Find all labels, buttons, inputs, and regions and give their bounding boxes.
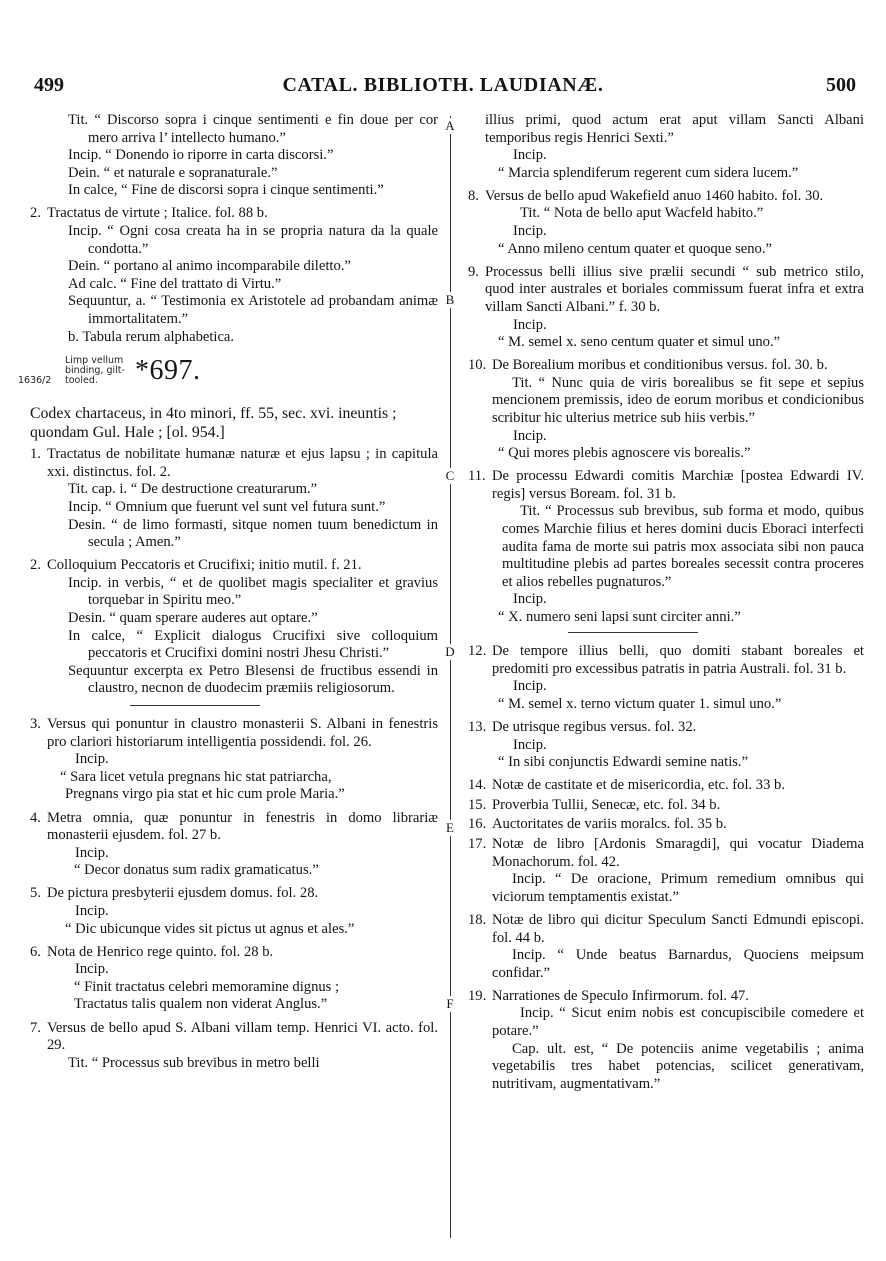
entry-line: Desin. “ quam sperare auderes aut optare.” [68,610,318,627]
entry-number: 16. [468,816,487,833]
codex-item-18 [468,912,864,982]
entry-line: Incip. “ Donendo io riporre in carta discorsi.” [68,147,334,164]
entry-line: Incip. “ Omnium que fuerunt vel sunt vel futura sunt.” [68,499,386,515]
incipit-label: Incip. [513,427,547,444]
codex-item-10 [468,357,864,463]
codex-item-17 [468,836,864,906]
right-column [468,112,864,1099]
entry-title: Tractatus de virtute ; Italice. fol. 88 b. [47,205,268,222]
entry-line: Tit. “ Discorso sopra i cinque sentimenti e fin doue per cor mero arriva l’ intellecto humano.” [68,112,438,146]
entry-title: De processu Edwardi comitis Marchiæ [postea Edwardi IV. regis] versus Boream. fol. 31 b. [492,468,864,502]
entry-line: Dein. “ et naturale e sopranaturale.” [68,164,278,181]
codex-item-9 [468,264,864,352]
entry-line: Tit. “ Nota de bello aput Wacfeld habito.” [520,205,764,222]
entry-title: Versus de bello apud Wakefield anuo 1460 habito. fol. 30. [485,187,824,204]
entry-title: Notæ de libro qui dicitur Speculum Sancti Edmundi episcopi. fol. 44 b. [492,911,864,946]
entry-line: Dein. “ portano al animo incomparabile diletto.” [68,258,351,275]
entry-continued [30,112,438,200]
entry-head [468,719,864,737]
codex-description [30,404,438,442]
verse-line: “ X. numero seni lapsi sunt circiter anni.” [498,609,741,626]
entry-head [468,643,864,678]
entry-number: 7. [30,1019,41,1036]
codex-item-4 [30,810,438,880]
margin-letter-e: E [440,820,460,836]
incipit-label: Incip. [513,591,547,608]
codex-number: *697. [135,355,201,387]
codex-item-13 [468,719,864,772]
entry-head [30,944,438,962]
entry-head [30,885,438,903]
column-divider [450,116,451,1238]
entry-number: 6. [30,943,41,960]
entry-line: Incip. “ Sicut enim nobis est concupiscibile comedere et potare.” [492,1005,864,1039]
entry-title: Versus qui ponuntur in claustro monasterii S. Albani in fenestris pro clariori historiarum intelligentia possidendi. fol. 26. [47,716,438,750]
codex-item-19 [468,988,864,1094]
codex-item-15 [468,797,864,815]
entry-number: 18. [468,911,487,928]
entry-title: Auctoritates de variis moralcs. fol. 35 b. [492,816,727,833]
entry-line: Incip. “ Ogni cosa creata ha in se propria natura da la quale condotta.” [68,223,438,257]
codex-item-3 [30,716,438,804]
entry-number: 1. [30,446,41,463]
entry-head [468,797,864,815]
entry-number: 4. [30,809,41,826]
entry-number: 12. [468,643,487,660]
codex-item-5 [30,885,438,938]
entry-head [468,468,864,503]
incipit-label: Incip. [513,678,547,695]
margin-letter-f: F [440,996,460,1012]
incipit-label: Incip. [513,223,547,240]
entry-title: De pictura presbyterii ejusdem domus. fol. 28. [47,885,319,902]
entry-head [468,912,864,947]
entry-line: In calce, “ Fine de discorsi sopra i cinque sentimenti.” [68,182,384,199]
entry-line: Incip. “ De oracione, Primum remedium omnibus qui viciorum temptamentis existat.” [492,871,864,905]
section-rule [130,705,260,706]
entry-2 [30,205,438,346]
entry-head [468,357,864,375]
entry-title: Proverbia Tullii, Senecæ, etc. fol. 34 b. [492,796,721,813]
entry-continued-right [468,112,864,182]
entry-number: 9. [468,263,479,280]
margin-letter-a: A [440,118,460,134]
entry-title: Processus belli illius sive prælii secundi “ sub metrico stilo, quod inter australes et boriales commissum fuerat infra et extra villam Sancti Albani.” f. 30 b. [485,263,864,315]
entry-line: Tit. “ Processus sub brevibus, sub forma et modo, quibus comes Marchie filius et heres domini ducis Eboraci interfecti audita fama de morte sui patris mox associata sibi non pauca multitudine plebis ad partes boreales secessit contra proceres et alios rebelles pugnaturos.” [502,503,864,590]
entry-number: 14. [468,777,487,794]
entry-title: Notæ de castitate et de misericordia, etc. fol. 33 b. [492,777,785,794]
incipit-label: Incip. [75,961,109,978]
entry-line: illius primi, quod actum erat aput villam Sancti Albani temporibus regis Henrici Sexti.” [485,112,864,146]
entry-head [468,836,864,871]
entry-number: 13. [468,719,487,735]
entry-number: 5. [30,885,41,902]
verse-line: “ In sibi conjunctis Edwardi semine natis.” [498,754,749,771]
incipit-label: Incip. [513,316,547,333]
entry-title: Notæ de libro [Ardonis Smaragdi], qui vocatur Diadema Monachorum. fol. 42. [492,836,864,870]
entry-number: 2. [30,557,41,574]
verse-line: “ Finit tractatus celebri memoramine dignus ; [74,978,340,995]
entry-number: 10. [468,357,487,374]
entry-head [30,810,438,845]
codex-desc-text: Codex chartaceus, in 4to minori, ff. 55, sec. xvi. ineuntis ; quondam Gul. Hale ; [ol. 954.] [30,405,397,442]
entry-title: De tempore illius belli, quo domiti stabant boreales et predomiti pro excessibus patratis in patria Australi. fol. 31 b. [492,643,864,677]
entry-title: Colloquium Peccatoris et Crucifixi; initio mutil. f. 21. [47,557,362,574]
codex-item-6 [30,944,438,1014]
codex-item-11 [468,468,864,626]
entry-head [468,188,864,206]
entry-number: 2. [30,205,41,222]
entry-line: Sequuntur excerpta ex Petro Blesensi de fructibus essendi in claustro, necnon de duodecim præmiis religiosorum. [68,662,438,697]
codex-item-7 [30,1020,438,1073]
codex-item-8 [468,188,864,258]
incipit-label: Incip. [75,844,109,861]
entry-title: Versus de bello apud S. Albani villam temp. Henrici VI. acto. fol. 29. [47,1019,438,1054]
codex-item-12 [468,643,864,713]
verse-line: “ Qui mores plebis agnoscere vis borealis.” [498,445,751,462]
entry-number: 11. [468,468,486,485]
verse-line: “ M. semel x. terno victum quater 1. simul uno.” [498,695,782,712]
codex-item-16 [468,816,864,834]
entry-head [30,446,438,481]
entry-line: Tit. “ Processus sub brevibus in metro belli [68,1054,320,1071]
handwritten-binding-note: Limp vellum binding, gilt-tooled. [65,355,125,387]
verse-line: Tractatus talis qualem non viderat Anglus.” [74,996,328,1013]
running-title: CATAL. BIBLIOTH. LAUDIANÆ. [282,74,604,96]
codex-item-2 [30,557,438,698]
entry-head [468,777,864,795]
verse-line: “ Marcia splendiferum regerent cum sidera lucem.” [498,164,799,181]
running-header [0,74,886,102]
right-page-number: 500 [826,74,856,96]
entry-title: Narrationes de Speculo Infirmorum. fol. 47. [492,987,749,1004]
entry-number: 3. [30,716,41,733]
entry-head [30,557,438,575]
entry-head [468,988,864,1006]
section-rule [568,632,698,633]
entry-head [30,1020,438,1055]
entry-title: Metra omnia, quæ ponuntur in fenestris in domo librariæ monasterii ejusdem. fol. 27 b. [47,809,438,844]
left-column [18,112,438,1078]
verse-line: “ Dic ubicunque vides sit pictus ut agnus et ales.” [65,920,355,937]
codex-number-block [18,355,438,402]
entry-number: 19. [468,987,487,1004]
verse-line: “ M. semel x. seno centum quater et simul uno.” [498,334,781,351]
entry-title: Nota de Henrico rege quinto. fol. 28 b. [47,943,274,960]
entry-line: Incip. in verbis, “ et de quolibet magis specialiter et gravius torquebar in Spiritu meo.” [68,574,438,609]
entry-head [30,205,438,223]
margin-letter-d: D [440,644,460,660]
entry-head [468,816,864,834]
entry-line: Tit. “ Nunc quia de viris borealibus se fit sepe et sepius mencionem premissis, ideo de eorum moribus et condicionibus scribitur hic ulterius metrice sub hiis verbis.” [492,374,864,426]
handwritten-shelfmark: 1636/2 [18,375,52,387]
codex-item-1 [30,446,438,552]
entry-number: 17. [468,836,487,853]
entry-title: De Borealium moribus et conditionibus versus. fol. 30. b. [492,357,828,374]
entry-line: Cap. ult. est, “ De potenciis anime vegetabilis ; anima vegetabilis tres habet potencias, scilicet generativam, nutritivam, augmentativam.” [492,1040,864,1092]
entry-number: 15. [468,796,487,813]
incipit-label: Incip. [513,147,547,164]
verse-line: “ Anno mileno centum quater et quoque seno.” [498,240,772,257]
entry-line: Ad calc. “ Fine del trattato di Virtu.” [68,275,282,292]
verse-line: “ Sara licet vetula pregnans hic stat patriarcha, [60,768,332,785]
entry-line: Incip. “ Unde beatus Barnardus, Quociens meipsum confidar.” [492,947,864,981]
entry-title: De utrisque regibus versus. fol. 32. [492,719,697,735]
entry-line: Sequuntur, a. “ Testimonia ex Aristotele ad probandam animæ immortalitatem.” [68,293,438,328]
verse-line: “ Decor donatus sum radix gramaticatus.” [74,862,319,879]
left-page-number: 499 [34,74,64,96]
incipit-label: Incip. [513,736,547,753]
margin-letter-c: C [440,468,460,484]
entry-line: Desin. “ de limo formasti, sitque nomen tuum benedictum in secula ; Amen.” [68,516,438,551]
entry-title: Tractatus de nobilitate humanæ naturæ et ejus lapsu ; in capitula xxi. distinctus. fol. 2. [47,446,438,480]
entry-number: 8. [468,187,479,204]
incipit-label: Incip. [75,902,109,919]
entry-line: In calce, “ Explicit dialogus Crucifixi sive colloquium peccatoris et Crucifixi domini nostri Jhesu Christi.” [68,627,438,662]
verse-line: Pregnans virgo pia stat et hic cum prole Maria.” [65,786,345,803]
entry-head [468,264,864,317]
incipit-label: Incip. [75,751,109,768]
entry-line: Tit. cap. i. “ De destructione creaturarum.” [68,481,318,498]
codex-item-14 [468,777,864,795]
entry-head [30,716,438,751]
margin-letter-b: B [440,292,460,308]
entry-line: b. Tabula rerum alphabetica. [68,328,235,345]
